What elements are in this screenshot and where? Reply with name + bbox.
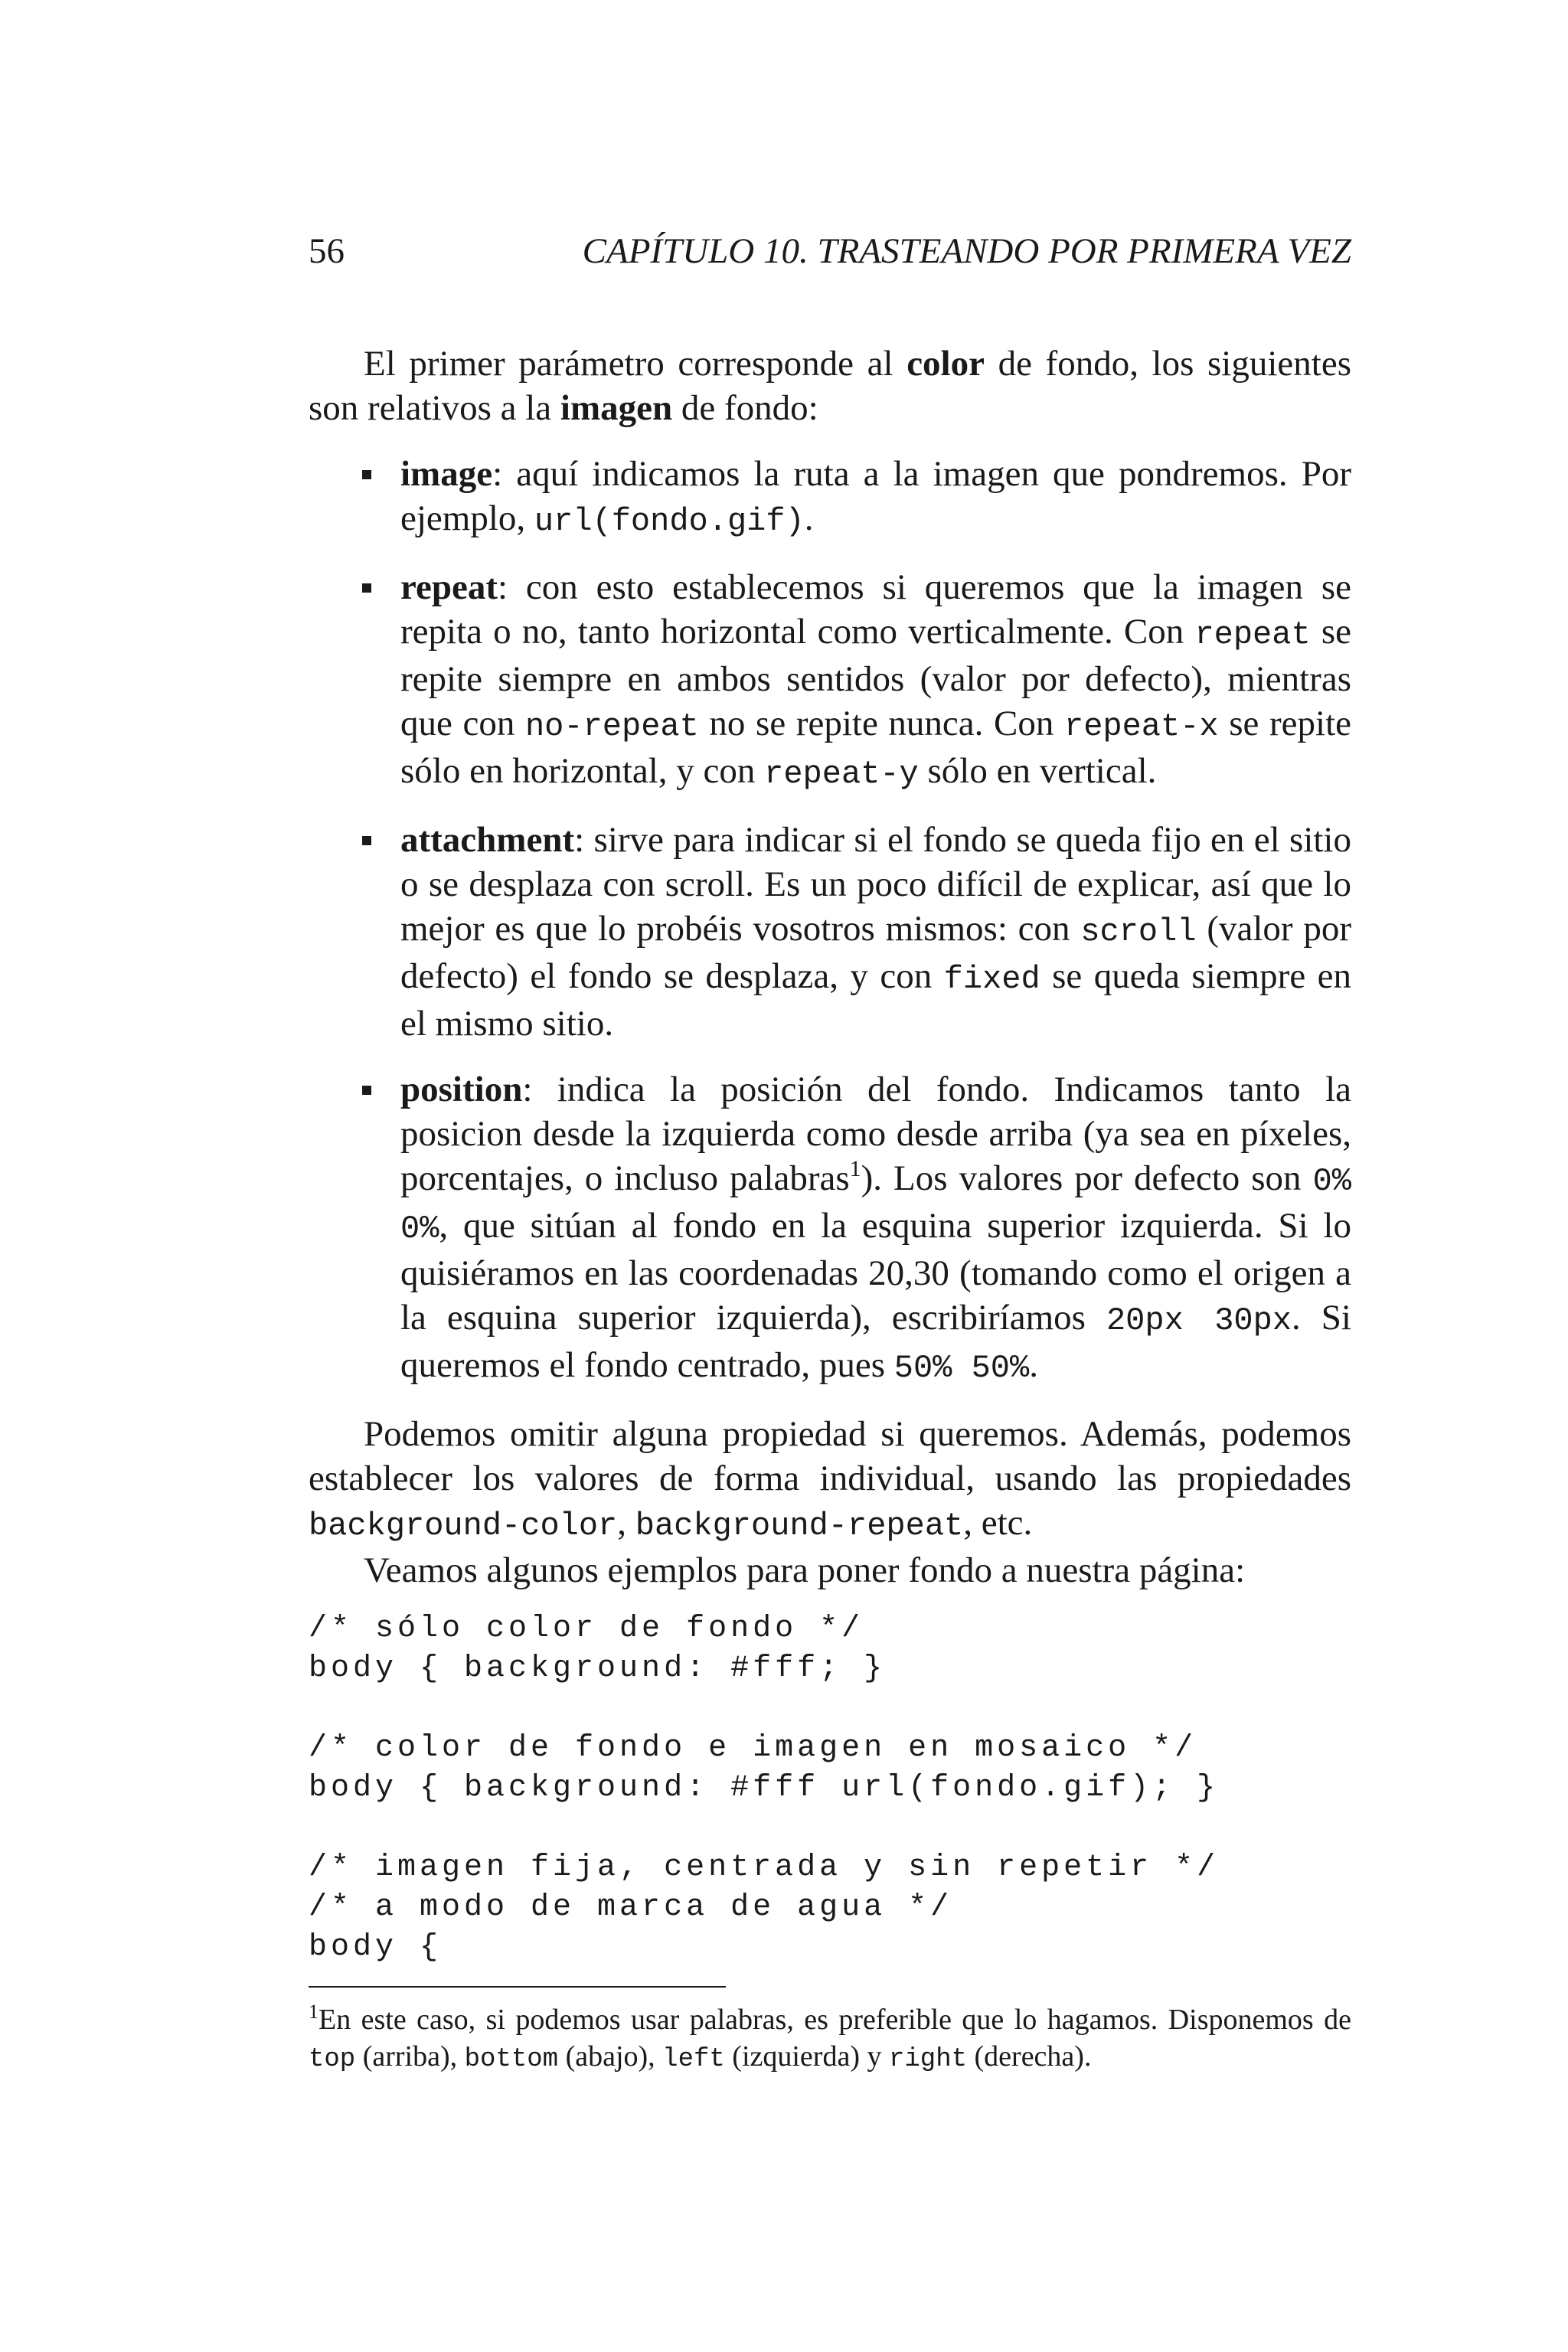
list-item-image [309, 452, 1351, 544]
list-item-text [400, 565, 1351, 796]
text-run: , etc. [963, 1503, 1033, 1543]
code-listing: /* sólo color de fondo */ body { background: #fff; } /* color de fondo e imagen en mosaico */ body { background: #fff url(fondo.gif); } /* imagen fija, centrada y sin repetir */ /* a modo de marca de agua */ body { [309, 1612, 1220, 1965]
text-run: . Si queremos el fondo centrado, pues [400, 1298, 1351, 1385]
bold-term: repeat [400, 567, 498, 607]
text-run: En este caso, si podemos usar palabras, es preferible que lo hagamos. Disponemos de [318, 2004, 1351, 2036]
code-inline: left [662, 2045, 725, 2074]
list-item-position [309, 1067, 1351, 1390]
bold-term: position [400, 1070, 523, 1109]
text-run: . [804, 498, 814, 538]
text-run: : indica la posición del fondo. Indicamos tanto la posicion desde la izquierda como desde arriba (ya sea en píxeles, porcentajes, o incluso palabras [400, 1070, 1351, 1198]
code-inline: background-color [309, 1508, 618, 1544]
chapter-title: CAPÍTULO 10. TRASTEANDO POR PRIMERA VEZ [582, 231, 1351, 271]
omit-properties-paragraph [309, 1412, 1351, 1548]
examples-intro-paragraph: Veamos algunos ejemplos para poner fondo a nuestra página: [364, 1550, 1246, 1590]
list-item-repeat [309, 565, 1351, 796]
code-inline: right [888, 2045, 968, 2074]
code-inline: top [309, 2045, 356, 2074]
text-run: , [617, 1503, 635, 1543]
code-inline: no-repeat [524, 708, 699, 745]
bold-term: attachment [400, 820, 575, 860]
code-inline: fixed [943, 961, 1040, 998]
text-run: . [1029, 1345, 1038, 1385]
text-run: : con esto establecemos si queremos que la imagen se repita o no, tanto horizontal como verticalmente. Con [400, 567, 1351, 652]
text-run: (izquierda) y [724, 2040, 889, 2073]
square-bullet-icon [362, 836, 371, 845]
text-run: no se repite nunca. Con [698, 704, 1064, 743]
footnote-mark: 1 [309, 2001, 318, 2023]
list-item-text [400, 452, 1351, 544]
square-bullet-icon [362, 1086, 371, 1095]
text-run: de fondo: [672, 388, 818, 428]
text-run: (derecha). [967, 2040, 1092, 2073]
code-inline: background-repeat [635, 1508, 964, 1544]
page-number: 56 [309, 231, 345, 271]
list-item-text [400, 818, 1351, 1046]
code-inline: scroll [1080, 913, 1197, 950]
bold-term: imagen [560, 388, 673, 428]
text-run: (abajo), [558, 2040, 663, 2073]
text-run: : aquí indicamos la ruta a la imagen que pondremos. Por ejemplo, [400, 454, 1351, 538]
footnote [309, 1994, 1351, 2078]
code-inline: repeat [1194, 616, 1311, 653]
square-bullet-icon [362, 470, 371, 479]
list-item-attachment [309, 818, 1351, 1046]
text-run: El primer parámetro corresponde al [364, 344, 907, 384]
text-run: Podemos omitir alguna propiedad si queremos. Además, podemos establecer los valores de forma individual, usando las propiedades [309, 1414, 1351, 1498]
text-run: (valor por defecto) el fondo se desplaza, y con [400, 909, 1351, 996]
code-inline: url(fondo.gif) [534, 503, 805, 540]
code-inline: 20px 30px [1106, 1302, 1292, 1339]
bold-term: color [906, 344, 985, 384]
footnote-rule [309, 1986, 726, 1988]
bold-term: image [400, 454, 493, 494]
text-run: se queda siempre en el mismo sitio. [400, 956, 1351, 1044]
code-inline: repeat-x [1063, 708, 1219, 745]
property-list [309, 452, 1351, 1390]
text-run: de fondo, los siguientes son relativos a la [309, 344, 1351, 428]
footnote-reference[interactable]: 1 [849, 1156, 861, 1181]
text-run: ). Los valores por defecto son [861, 1158, 1313, 1198]
square-bullet-icon [362, 583, 371, 593]
text-run: , que sitúan al fondo en la esquina superior izquierda. Si lo quisiéramos en las coordenadas 20,30 (tomando como el origen a la esquina superior izquierda), escribiríamos [400, 1206, 1351, 1338]
text-run: sólo en vertical. [918, 751, 1157, 791]
intro-paragraph [309, 341, 1351, 430]
code-inline: bottom [464, 2045, 559, 2074]
body-text [309, 341, 1351, 1968]
code-inline: 0% 0% [400, 1163, 1351, 1247]
code-inline: repeat-y [764, 756, 919, 792]
text-run: : sirve para indicar si el fondo se queda fijo en el sitio o se desplaza con scroll. Es un poco difícil de explicar, así que lo mejor es que lo probéis vosotros mismos: con [400, 820, 1351, 949]
code-inline: 50% 50% [893, 1350, 1030, 1387]
text-run: (arriba), [355, 2040, 465, 2073]
list-item-text [400, 1067, 1351, 1390]
text-run: se repite sólo en horizontal, y con [400, 704, 1351, 791]
text-run: se repite siempre en ambos sentidos (valor por defecto), mientras que con [400, 612, 1351, 743]
